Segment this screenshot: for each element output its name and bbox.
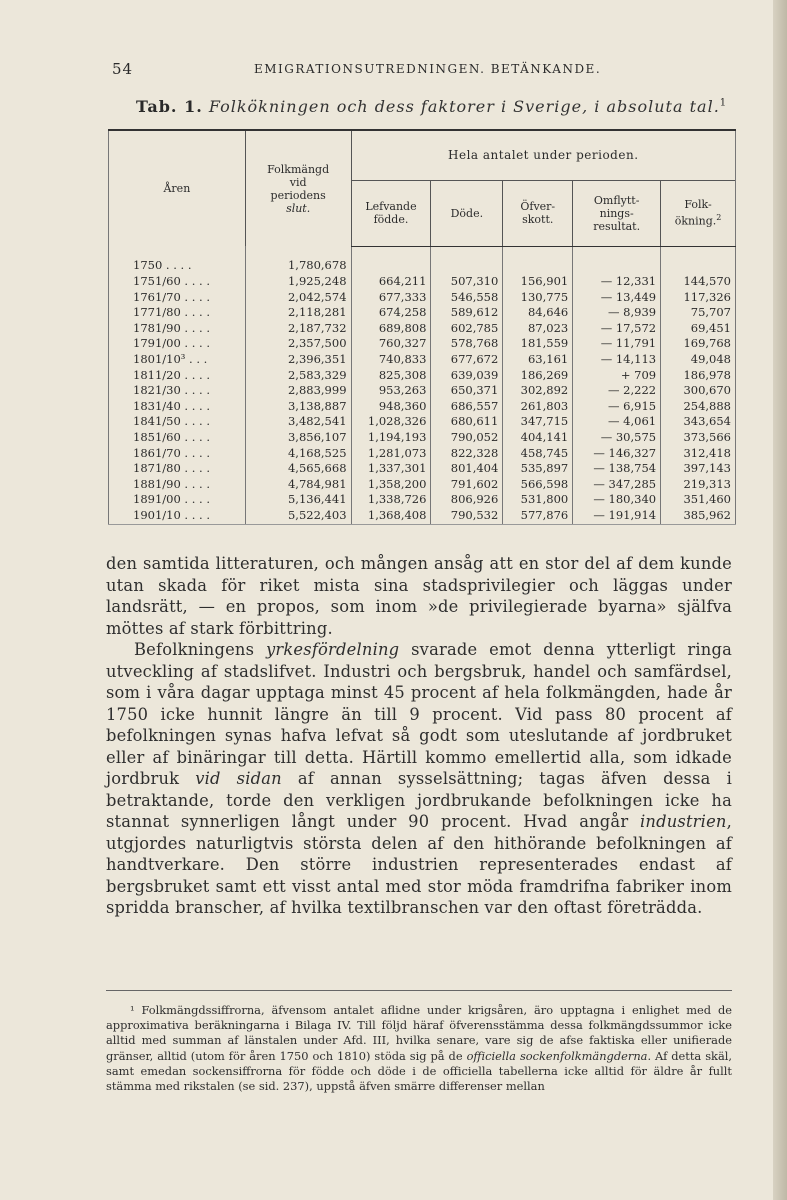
cell-births: 1,281,073: [351, 446, 431, 462]
table-footnote-mark: 1: [719, 97, 728, 109]
cell-migration: — 30,575: [573, 430, 661, 446]
table-row: [109, 352, 736, 368]
cell-growth: 351,460: [661, 492, 736, 508]
cell-migration: — 138,754: [573, 461, 661, 477]
header-deaths: Döde.: [431, 180, 503, 246]
cell-year: 1881/90 . . . .: [109, 477, 246, 493]
cell-year: 1801/10³ . . .: [109, 352, 246, 368]
cell-births: 1,368,408: [351, 508, 431, 524]
cell-year: 1791/00 . . . .: [109, 336, 246, 352]
cell-surplus: [503, 246, 573, 274]
cell-births: 689,808: [351, 321, 431, 337]
cell-year: 1861/70 . . . .: [109, 446, 246, 462]
cell-population: 2,042,574: [245, 290, 351, 306]
cell-births: 664,211: [351, 274, 431, 290]
cell-growth: 75,707: [661, 305, 736, 321]
cell-growth: 254,888: [661, 399, 736, 415]
header-group: Hela antalet under perioden.: [351, 130, 735, 180]
page-number: 54: [112, 60, 134, 78]
cell-births: 825,308: [351, 368, 431, 384]
body-text: [106, 553, 732, 919]
cell-births: 1,194,193: [351, 430, 431, 446]
table-label: Tab. 1.: [136, 97, 203, 116]
cell-migration: — 13,449: [573, 290, 661, 306]
cell-population: 2,187,732: [245, 321, 351, 337]
header-migration: Omflytt- nings- resultat.: [573, 180, 661, 246]
cell-deaths: 507,310: [431, 274, 503, 290]
cell-population: 3,138,887: [245, 399, 351, 415]
cell-year: 1811/20 . . . .: [109, 368, 246, 384]
cell-surplus: 302,892: [503, 383, 573, 399]
cell-deaths: 806,926: [431, 492, 503, 508]
cell-year: 1891/00 . . . .: [109, 492, 246, 508]
cell-migration: — 4,061: [573, 414, 661, 430]
cell-year: 1901/10 . . . .: [109, 508, 246, 524]
cell-deaths: 546,558: [431, 290, 503, 306]
cell-births: [351, 246, 431, 274]
cell-births: 1,337,301: [351, 461, 431, 477]
cell-births: 1,338,726: [351, 492, 431, 508]
cell-births: 740,833: [351, 352, 431, 368]
table-row: [109, 430, 736, 446]
cell-surplus: 458,745: [503, 446, 573, 462]
cell-deaths: 790,052: [431, 430, 503, 446]
cell-migration: — 17,572: [573, 321, 661, 337]
cell-population: 4,168,525: [245, 446, 351, 462]
cell-growth: 397,143: [661, 461, 736, 477]
cell-growth: 144,570: [661, 274, 736, 290]
cell-migration: — 8,939: [573, 305, 661, 321]
cell-surplus: 84,646: [503, 305, 573, 321]
table-row: [109, 368, 736, 384]
cell-deaths: 791,602: [431, 477, 503, 493]
paragraph-2: Befolkningens yrkesfördelning svarade emot denna ytterligt ringa utveckling af stadslifvet. Industri och bergsbruk, handel och samfärdsel, som i våra dagar upptaga minst 45 procent af hela folkmängden, hade år 1750 icke hunnit längre än till 9 procent. Vid pass 80 procent af befolkningen synas hafva lefvat så godt som uteslutande af jordbruket eller af binäringar till detta. Härtill kommo emellertid alla, som idkade jordbruk vid sidan af annan sysselsättning; tagas äfven dessa i betraktande, torde den verkligen jordbrukande befolkningen icke ha stannat synnerligen långt under 90 procent. Hvad angår industrien, utgjordes naturligtvis största delen af den hithörande befolkningen af handtverkare. Den större industrien representerades endast af bergsbruket samt ett visst antal med stor möda framdrifna fabriker inom spridda branscher, af hvilka textilbranschen var den oftast företrädda.: [106, 640, 732, 917]
cell-population: 2,583,329: [245, 368, 351, 384]
table-row: [109, 414, 736, 430]
cell-growth: 385,962: [661, 508, 736, 524]
cell-deaths: 650,371: [431, 383, 503, 399]
header-surplus: Öfver- skott.: [503, 180, 573, 246]
cell-year: 1771/80 . . . .: [109, 305, 246, 321]
cell-surplus: 156,901: [503, 274, 573, 290]
table-row: [109, 399, 736, 415]
population-table-wrapper: [108, 129, 736, 525]
cell-year: 1751/60 . . . .: [109, 274, 246, 290]
cell-deaths: 822,328: [431, 446, 503, 462]
cell-year: 1781/90 . . . .: [109, 321, 246, 337]
cell-births: 760,327: [351, 336, 431, 352]
paragraph-1: den samtida litteraturen, och mången ansåg att en stor del af dem kunde utan skada för riket mista sina stadsprivilegier och läggas under landsrätt, — en propos, som inom »de privilegierade byarna» själfva möttes af stark förbittring.: [106, 554, 732, 638]
cell-surplus: 130,775: [503, 290, 573, 306]
cell-deaths: 801,404: [431, 461, 503, 477]
header-years: Åren: [109, 130, 246, 246]
page-edge: [773, 0, 787, 1200]
cell-surplus: 566,598: [503, 477, 573, 493]
cell-migration: — 2,222: [573, 383, 661, 399]
cell-population: 5,136,441: [245, 492, 351, 508]
cell-migration: — 11,791: [573, 336, 661, 352]
cell-year: 1831/40 . . . .: [109, 399, 246, 415]
cell-deaths: 686,557: [431, 399, 503, 415]
cell-births: 1,358,200: [351, 477, 431, 493]
cell-surplus: 577,876: [503, 508, 573, 524]
cell-surplus: 261,803: [503, 399, 573, 415]
table-row: [109, 290, 736, 306]
cell-growth: 373,566: [661, 430, 736, 446]
header-births: Lefvande födde.: [351, 180, 431, 246]
cell-births: 1,028,326: [351, 414, 431, 430]
cell-growth: 186,978: [661, 368, 736, 384]
cell-migration: — 12,331: [573, 274, 661, 290]
cell-growth: 312,418: [661, 446, 736, 462]
table-row: [109, 383, 736, 399]
cell-deaths: 589,612: [431, 305, 503, 321]
cell-year: 1750 . . . .: [109, 246, 246, 274]
cell-deaths: 790,532: [431, 508, 503, 524]
cell-year: 1851/60 . . . .: [109, 430, 246, 446]
cell-population: 2,883,999: [245, 383, 351, 399]
footnote-rule: [106, 990, 732, 991]
cell-deaths: 602,785: [431, 321, 503, 337]
cell-surplus: 63,161: [503, 352, 573, 368]
cell-deaths: 639,039: [431, 368, 503, 384]
cell-growth: 169,768: [661, 336, 736, 352]
cell-surplus: 404,141: [503, 430, 573, 446]
cell-migration: — 6,915: [573, 399, 661, 415]
cell-growth: 117,326: [661, 290, 736, 306]
table-title: Folkökningen och dess faktorer i Sverige, i absoluta tal.: [208, 97, 720, 116]
cell-population: 4,565,668: [245, 461, 351, 477]
cell-migration: — 146,327: [573, 446, 661, 462]
table-row: [109, 477, 736, 493]
table-row: [109, 321, 736, 337]
cell-deaths: 677,672: [431, 352, 503, 368]
table-row: [109, 508, 736, 524]
cell-population: 3,856,107: [245, 430, 351, 446]
cell-population: 2,357,500: [245, 336, 351, 352]
cell-growth: [661, 246, 736, 274]
cell-migration: — 191,914: [573, 508, 661, 524]
cell-growth: 69,451: [661, 321, 736, 337]
cell-migration: — 347,285: [573, 477, 661, 493]
cell-year: 1761/70 . . . .: [109, 290, 246, 306]
table-body: [109, 246, 736, 524]
running-title: EMIGRATIONSUTREDNINGEN. BETÄNKANDE.: [254, 62, 602, 76]
cell-growth: 219,313: [661, 477, 736, 493]
cell-surplus: 535,897: [503, 461, 573, 477]
cell-deaths: 578,768: [431, 336, 503, 352]
cell-population: 5,522,403: [245, 508, 351, 524]
cell-migration: — 180,340: [573, 492, 661, 508]
cell-births: 953,263: [351, 383, 431, 399]
cell-migration: — 14,113: [573, 352, 661, 368]
footnote: ¹ Folkmängdssiffrorna, äfvensom antalet aflidne under krigsåren, äro upptagna i enlighet med de approximativa beräkningarna i Bilaga IV. Till följd häraf öfverensstämma dessa folkmängdssummor icke alltid med summan af länstalen under Afd. III, hvilka senare, vare sig de afse faktiska eller unifierade gränser, alltid (utom för åren 1750 och 1810) stöda sig på de officiella sockenfolkmängderna. Af detta skäl, samt emedan sockensiffrorna för födde och döde i de officiella tabellerna icke alltid för äldre år fullt stämma med rikstalen (se sid. 237), uppstå äfven smärre differenser mellan: [106, 1003, 732, 1094]
cell-population: 2,396,351: [245, 352, 351, 368]
cell-year: 1841/50 . . . .: [109, 414, 246, 430]
table-row: [109, 461, 736, 477]
cell-births: 948,360: [351, 399, 431, 415]
table-row: [109, 246, 736, 274]
cell-migration: + 709: [573, 368, 661, 384]
cell-population: 3,482,541: [245, 414, 351, 430]
cell-deaths: 680,611: [431, 414, 503, 430]
cell-year: 1821/30 . . . .: [109, 383, 246, 399]
cell-surplus: 87,023: [503, 321, 573, 337]
cell-births: 674,258: [351, 305, 431, 321]
cell-deaths: [431, 246, 503, 274]
header-population: Folkmängd vid periodens slut.: [245, 130, 351, 246]
cell-growth: 343,654: [661, 414, 736, 430]
table-row: [109, 336, 736, 352]
cell-population: 2,118,281: [245, 305, 351, 321]
table-row: [109, 274, 736, 290]
table-row: [109, 492, 736, 508]
cell-growth: 300,670: [661, 383, 736, 399]
header-growth: Folk- ökning.$^2$: [661, 180, 736, 246]
cell-surplus: 186,269: [503, 368, 573, 384]
cell-population: 1,780,678: [245, 246, 351, 274]
cell-surplus: 181,559: [503, 336, 573, 352]
cell-growth: 49,048: [661, 352, 736, 368]
table-caption: [136, 97, 727, 116]
table-row: [109, 446, 736, 462]
population-table: [108, 129, 736, 525]
cell-year: 1871/80 . . . .: [109, 461, 246, 477]
table-row: [109, 305, 736, 321]
cell-population: 1,925,248: [245, 274, 351, 290]
cell-surplus: 347,715: [503, 414, 573, 430]
cell-births: 677,333: [351, 290, 431, 306]
cell-population: 4,784,981: [245, 477, 351, 493]
cell-migration: [573, 246, 661, 274]
cell-surplus: 531,800: [503, 492, 573, 508]
